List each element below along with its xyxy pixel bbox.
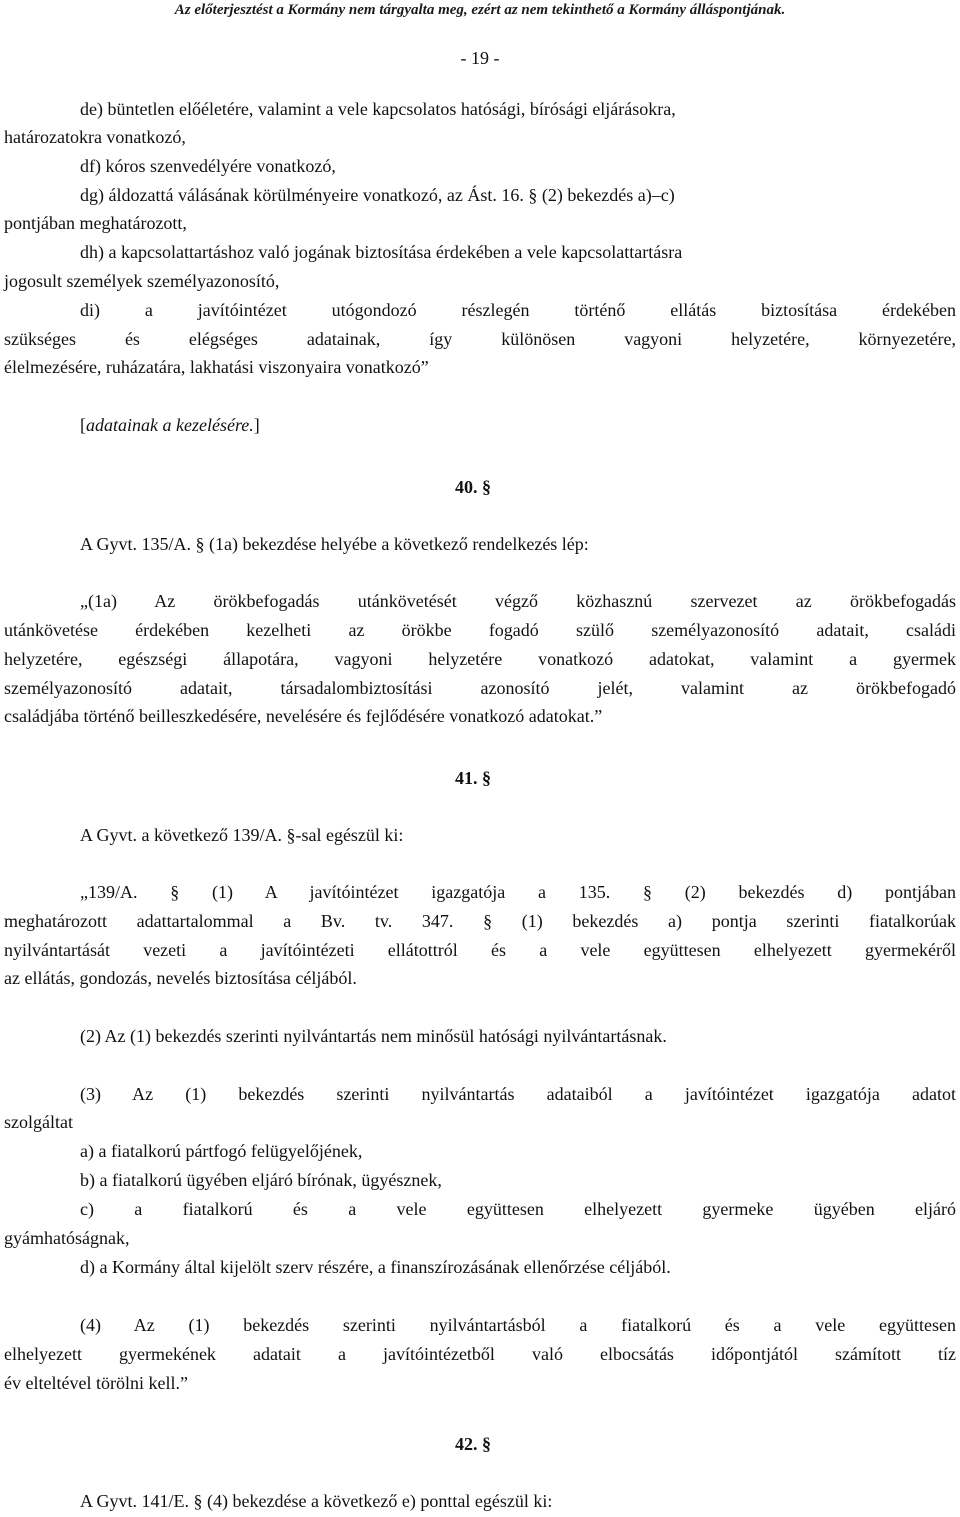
section-41-para1-line3: nyilvántartását vezeti a javítóintézeti ellátottról és a vele együttesen elhelyezett gyermekéről: [4, 940, 956, 960]
section-41-para4-line1: (4) Az (1) bekezdés szerinti nyilvántartásból a fiatalkorú és a vele együttesen: [80, 1315, 956, 1335]
item-df: df) kóros szenvedélyére vonatkozó,: [80, 156, 336, 176]
section-40-intro: A Gyvt. 135/A. § (1a) bekezdése helyébe a következő rendelkezés lép:: [80, 534, 589, 554]
item-di-line2: szükséges és elégséges adatainak, így különösen vagyoni helyzetére, környezetére,: [4, 329, 956, 349]
section-41-para4-line2: elhelyezett gyermekének adatait a javítóintézetből való elbocsátás időpontjától számított tíz: [4, 1344, 956, 1364]
section-40-para-line3: helyzetére, egészségi állapotára, vagyoni helyzetére vonatkozó adatokat, valamint a gyermek: [4, 649, 956, 669]
section-41-para4-line3: év elteltével törölni kell.”: [4, 1373, 188, 1393]
section-41-para1-line4: az ellátás, gondozás, nevelés biztosítása céljából.: [4, 968, 357, 988]
section-40-heading: 40. §: [455, 477, 491, 497]
section-41-para3-item-a: a) a fiatalkorú pártfogó felügyelőjének,: [80, 1141, 363, 1161]
section-40-para-line5: családjába történő beilleszkedésére, nevelésére és fejlődésére vonatkozó adatokat.”: [4, 706, 603, 726]
closing-clause-text: adatainak a kezelésére.: [86, 415, 254, 435]
section-41-intro: A Gyvt. a következő 139/A. §-sal egészül ki:: [80, 825, 404, 845]
section-41-heading: 41. §: [455, 768, 491, 788]
section-40-para-line2: utánkövetése érdekében kezelheti az örökbe fogadó szülő személyazonosító adatait, családi: [4, 620, 956, 640]
section-40-para-line1: „(1a) Az örökbefogadás utánkövetését végző közhasznú szervezet az örökbefogadás: [80, 591, 956, 611]
bracket-open: [: [80, 415, 86, 435]
page-number: - 19 -: [460, 48, 500, 68]
section-42-heading: 42. §: [455, 1434, 491, 1454]
section-41-para1-line2: meghatározott adattartalommal a Bv. tv. 347. § (1) bekezdés a) pontja szerinti fiatalkorúak: [4, 911, 956, 931]
closing-clause: [80, 414, 260, 436]
section-41-para3-line2: szolgáltat: [4, 1112, 73, 1132]
section-41-para3-line1: (3) Az (1) bekezdés szerinti nyilvántartás adataiból a javítóintézet igazgatója adatot: [80, 1084, 956, 1104]
section-40-para-line4: személyazonosító adatait, társadalombiztosítási azonosító jelét, valamint az örökbefogadó: [4, 678, 956, 698]
section-41-para3-item-c-line2: gyámhatóságnak,: [4, 1228, 130, 1248]
section-41-para1-line1: „139/A. § (1) A javítóintézet igazgatója a 135. § (2) bekezdés d) pontjában: [80, 882, 956, 902]
item-dh-line1: dh) a kapcsolattartáshoz való jogának biztosítása érdekében a vele kapcsolattartásra: [80, 242, 683, 262]
item-dh-line2: jogosult személyek személyazonosító,: [4, 271, 280, 291]
item-dg-line1: dg) áldozattá válásának körülményeire vonatkozó, az Ást. 16. § (2) bekezdés a)–c): [80, 185, 675, 205]
item-di-line3: élelmezésére, ruházatára, lakhatási viszonyaira vonatkozó”: [4, 357, 429, 377]
section-41-para2: (2) Az (1) bekezdés szerinti nyilvántartás nem minősül hatósági nyilvántartásnak.: [80, 1026, 667, 1046]
section-41-para3-item-d: d) a Kormány által kijelölt szerv részére, a finanszírozásának ellenőrzése céljából.: [80, 1257, 671, 1277]
item-de-line2: határozatokra vonatkozó,: [4, 127, 186, 147]
item-di-line1: di) a javítóintézet utógondozó részlegén történő ellátás biztosítása érdekében: [80, 300, 956, 320]
bracket-close: ]: [253, 415, 260, 435]
item-dg-line2: pontjában meghatározott,: [4, 213, 187, 233]
draft-disclaimer-header: Az előterjesztést a Kormány nem tárgyalta meg, ezért az nem tekinthető a Kormány álláspontjának.: [174, 2, 786, 18]
item-de-line1: de) büntetlen előéletére, valamint a vele kapcsolatos hatósági, bírósági eljárásokra,: [80, 99, 676, 119]
section-41-para3-item-c-line1: c) a fiatalkorú és a vele együttesen elhelyezett gyermeke ügyében eljáró: [80, 1199, 956, 1219]
section-41-para3-item-b: b) a fiatalkorú ügyében eljáró bírónak, ügyésznek,: [80, 1170, 442, 1190]
section-42-intro: A Gyvt. 141/E. § (4) bekezdése a következő e) ponttal egészül ki:: [80, 1491, 553, 1511]
